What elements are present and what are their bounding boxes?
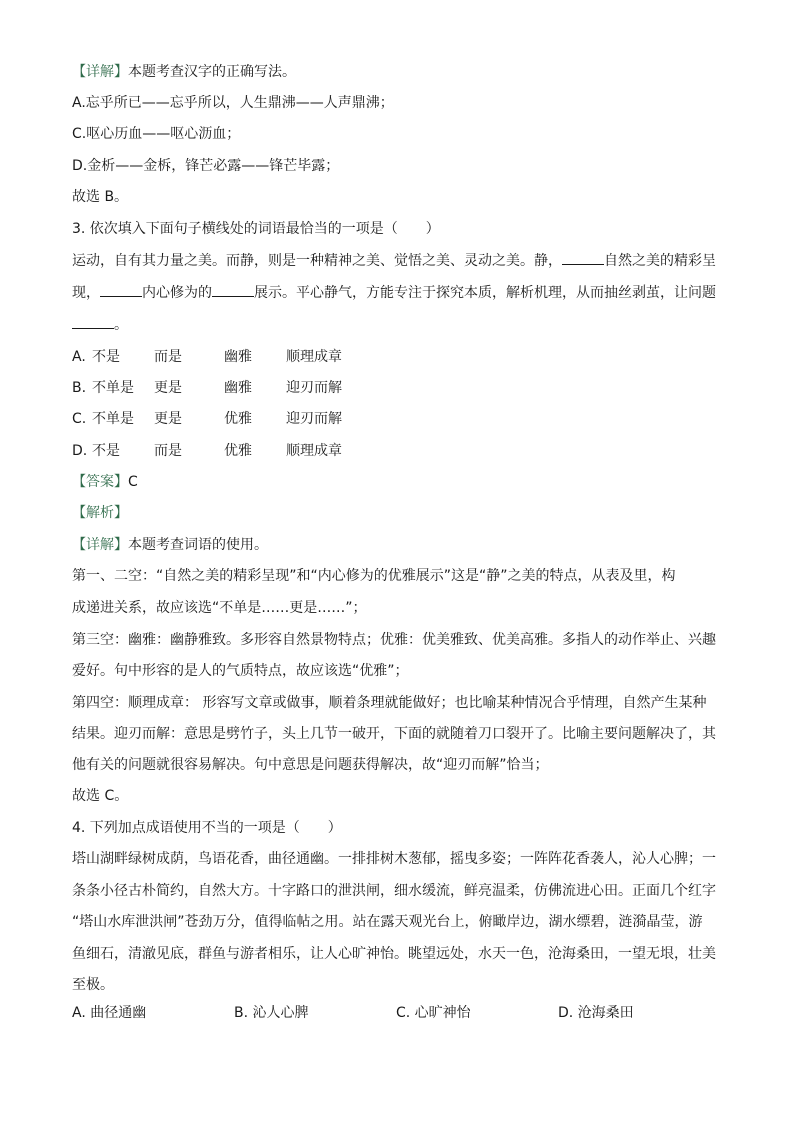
q4-passage-line: 鱼细石，清澈见底，群鱼与游者相乐，让人心旷神怡。眺望远处，水天一色，沧海桑田，一望无垠，壮美 (72, 946, 716, 962)
detail-text: 本题考查词语的使用。 (128, 537, 268, 553)
q3-option-d (72, 441, 342, 461)
q4-passage-line: “塔山水库泄洪闸”苍劲万分，值得临帖之用。站在露天观光台上，俯瞰岸边，湖水缥碧，涟漪晶莹，游 (72, 914, 703, 930)
q4-choice-d: D. 沧海桑田 (558, 1005, 634, 1021)
q3-option-b (72, 378, 342, 398)
q3-explanation-line: 第一、二空：“自然之美的精彩呈现”和“内心修为的优雅展示”这是“静”之美的特点，从表及里，构 (72, 568, 676, 584)
q3-option-a (72, 347, 342, 367)
option-word: 不单是 (92, 380, 134, 396)
q4-stem: 4. 下列加点成语使用不当的一项是（ ） (72, 820, 342, 836)
option-word: 顺理成章 (286, 443, 342, 459)
q2-detail-line: 故选 B。 (72, 189, 129, 205)
q3-answer (72, 472, 138, 492)
fill-blank-2 (100, 283, 142, 297)
option-word: 而是 (154, 349, 182, 365)
option-letter: C. (72, 411, 87, 427)
q3-explanation-line: 成递进关系，故应该选“不单是……更是……”； (72, 600, 367, 616)
fill-blank-4 (72, 315, 114, 329)
q4-choice-b: B. 沁人心脾 (234, 1005, 309, 1021)
q3-passage-line-1 (72, 251, 716, 271)
answer-label: 【答案】 (72, 474, 128, 490)
q4-passage-line: 至极。 (72, 977, 114, 993)
q3-passage-text: 展示。平心静气，方能专注于探究本质，解析机理，从而抽丝剥茧，让问题 (254, 285, 716, 301)
option-word: 不是 (92, 443, 120, 459)
option-word: 更是 (154, 411, 182, 427)
q2-detail-line: D.金析——金柝，锋芒必露——锋芒毕露； (72, 158, 340, 174)
option-letter: B. (72, 380, 87, 396)
q3-option-c (72, 409, 342, 429)
q4-choices (72, 1003, 720, 1023)
q3-explanation-line: 他有关的问题就很容易解决。句中意思是问题获得解决，故“迎刃而解”恰当； (72, 757, 549, 773)
q3-explanation-line: 第三空：幽雅：幽静雅致。多形容自然景物特点；优雅：优美雅致、优美高雅。多指人的动作举止、兴趣 (72, 632, 716, 648)
option-word: 更是 (154, 380, 182, 396)
option-letter: D. (72, 443, 88, 459)
option-word: 迎刃而解 (286, 380, 342, 396)
option-word: 顺理成章 (286, 349, 342, 365)
option-word: 优雅 (224, 443, 252, 459)
detail-label: 【详解】 (72, 64, 128, 80)
q4-choice-c: C. 心旷神怡 (396, 1005, 471, 1021)
detail-text: 本题考查汉字的正确写法。 (128, 64, 296, 80)
q2-detail-line: A.忘乎所已——忘乎所以，人生鼎沸——人声鼎沸； (72, 95, 394, 111)
option-word: 而是 (154, 443, 182, 459)
q2-detail-line: C.呕心历血——呕心沥血； (72, 126, 241, 142)
q4-choice-a: A. 曲径通幽 (72, 1005, 147, 1021)
q3-passage-text: 内心修为的 (142, 285, 212, 301)
q3-stem: 3. 依次填入下面句子横线处的词语最恰当的一项是（ ） (72, 221, 440, 237)
detail-label: 【详解】 (72, 537, 128, 553)
option-letter: A. (72, 349, 86, 365)
q3-passage-line-2 (72, 283, 716, 303)
q3-analysis-label (72, 503, 128, 523)
analysis-label: 【解析】 (72, 505, 128, 521)
option-word: 优雅 (224, 411, 252, 427)
q3-explanation-line: 结果。迎刃而解：意思是劈竹子，头上几节一破开，下面的就随着刀口裂开了。比喻主要问题解决了，其 (72, 726, 716, 742)
option-word: 幽雅 (224, 349, 252, 365)
q4-passage-line: 条条小径古朴简约，自然大方。十字路口的泄洪闸，细水缓流，鲜亮温柔，仿佛流进心田。正面几个红字 (72, 883, 716, 899)
q3-passage-line-3 (72, 315, 128, 335)
q3-explanation-line: 第四空：顺理成章： 形容写文章或做事，顺着条理就能做好；也比喻某种情况合乎情理，自然产生某种 (72, 695, 707, 711)
option-word: 不是 (92, 349, 120, 365)
option-word: 不单是 (92, 411, 134, 427)
option-word: 幽雅 (224, 380, 252, 396)
option-word: 迎刃而解 (286, 411, 342, 427)
fill-blank-3 (212, 283, 254, 297)
q3-passage-text: 。 (114, 317, 128, 333)
q4-passage-line: 塔山湖畔绿树成荫，鸟语花香，曲径通幽。一排排树木葱郁，摇曳多姿；一阵阵花香袭人，沁人心脾；一 (72, 851, 716, 867)
q3-passage-text: 自然之美的精彩呈 (604, 253, 716, 269)
answer-value: C (128, 474, 138, 490)
fill-blank-1 (562, 251, 604, 265)
q2-detail-heading (72, 62, 296, 82)
q3-passage-text: 现， (72, 285, 100, 301)
q3-passage-text: 运动，自有其力量之美。而静，则是一种精神之美、觉悟之美、灵动之美。静， (72, 253, 562, 269)
q3-explanation-line: 故选 C。 (72, 788, 129, 804)
q3-detail-heading (72, 535, 268, 555)
q3-explanation-line: 爱好。句中形容的是人的气质特点，故应该选“优雅”； (72, 663, 409, 679)
